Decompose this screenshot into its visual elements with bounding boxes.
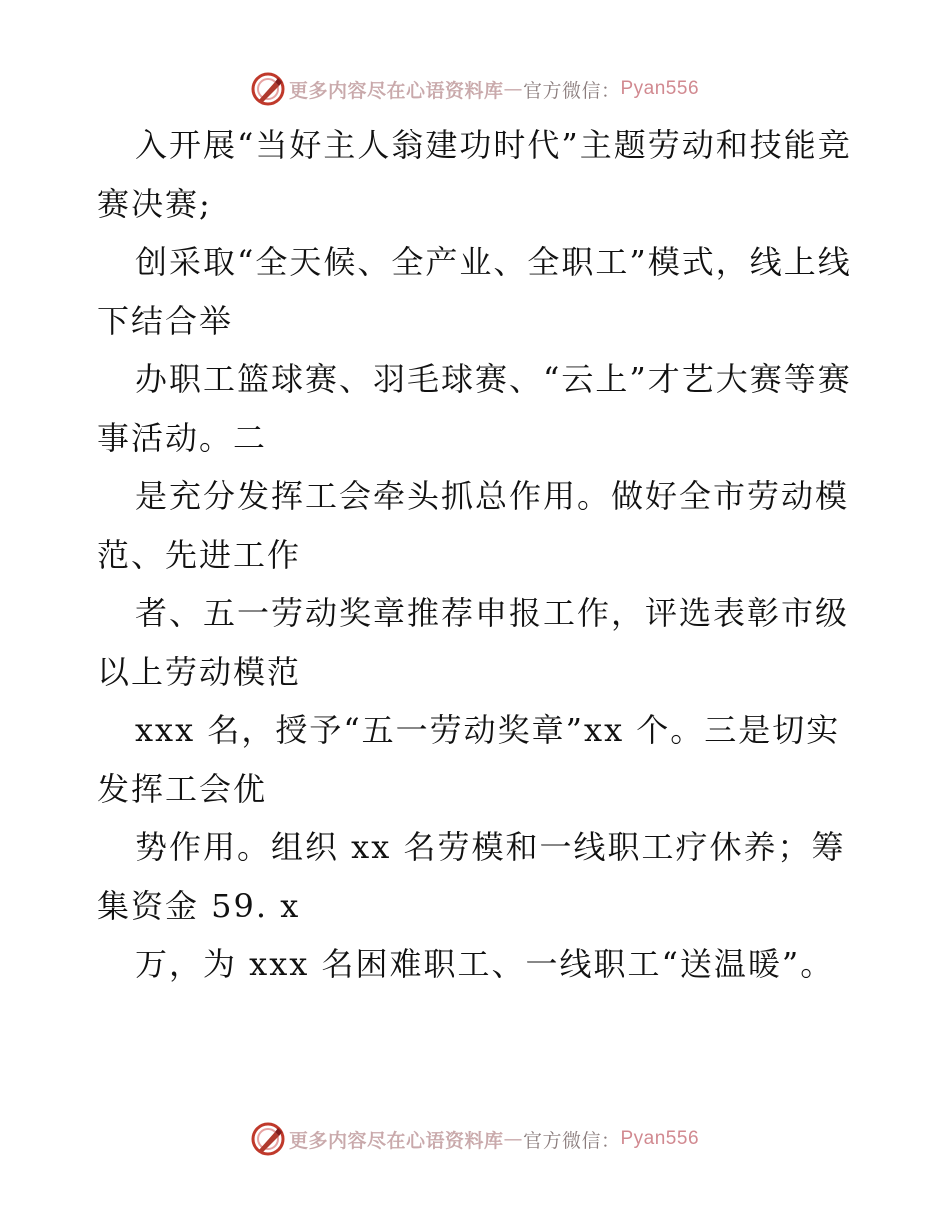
watermark-main-text: 更多内容尽在心语资料库 <box>288 1129 504 1152</box>
watermark-separator: — <box>503 78 523 100</box>
watermark-label: 官方微信： <box>522 79 621 102</box>
watermark-separator: — <box>503 1128 523 1150</box>
pen-logo-icon <box>251 1122 285 1156</box>
header-watermark <box>0 72 950 106</box>
paragraph-6: xxx 名，授予“五一劳动奖章”xx 个。三是切实发挥工会优 <box>97 711 841 808</box>
watermark-label: 官方微信： <box>522 1129 621 1152</box>
paragraph-3: 办职工篮球赛、羽毛球赛、“云上”才艺大赛等赛事活动。二 <box>97 360 852 457</box>
watermark-wechat-id: Pyan556 <box>620 78 700 99</box>
paragraph-4: 是充分发挥工会牵头抓总作用。做好全市劳动模范、先进工作 <box>97 477 850 574</box>
paragraph-2: 创采取“全天候、全产业、全职工”模式，线上线下结合举 <box>97 243 852 340</box>
paragraph-8: 万，为 xxx 名困难职工、一线职工“送温暖”。 <box>135 945 835 983</box>
footer-watermark <box>0 1122 950 1156</box>
paragraph-1: 入开展“当好主人翁建功时代”主题劳动和技能竞赛决赛; <box>97 126 852 223</box>
watermark-wechat-id: Pyan556 <box>620 1128 700 1149</box>
paragraph-5: 者、五一劳动奖章推荐申报工作，评选表彰市级以上劳动模范 <box>97 594 850 691</box>
pen-logo-icon <box>251 72 285 106</box>
paragraph-7: 势作用。组织 xx 名劳模和一线职工疗休养；筹集资金 59. x <box>97 828 846 925</box>
watermark-main-text: 更多内容尽在心语资料库 <box>288 79 504 102</box>
document-body <box>97 116 857 994</box>
